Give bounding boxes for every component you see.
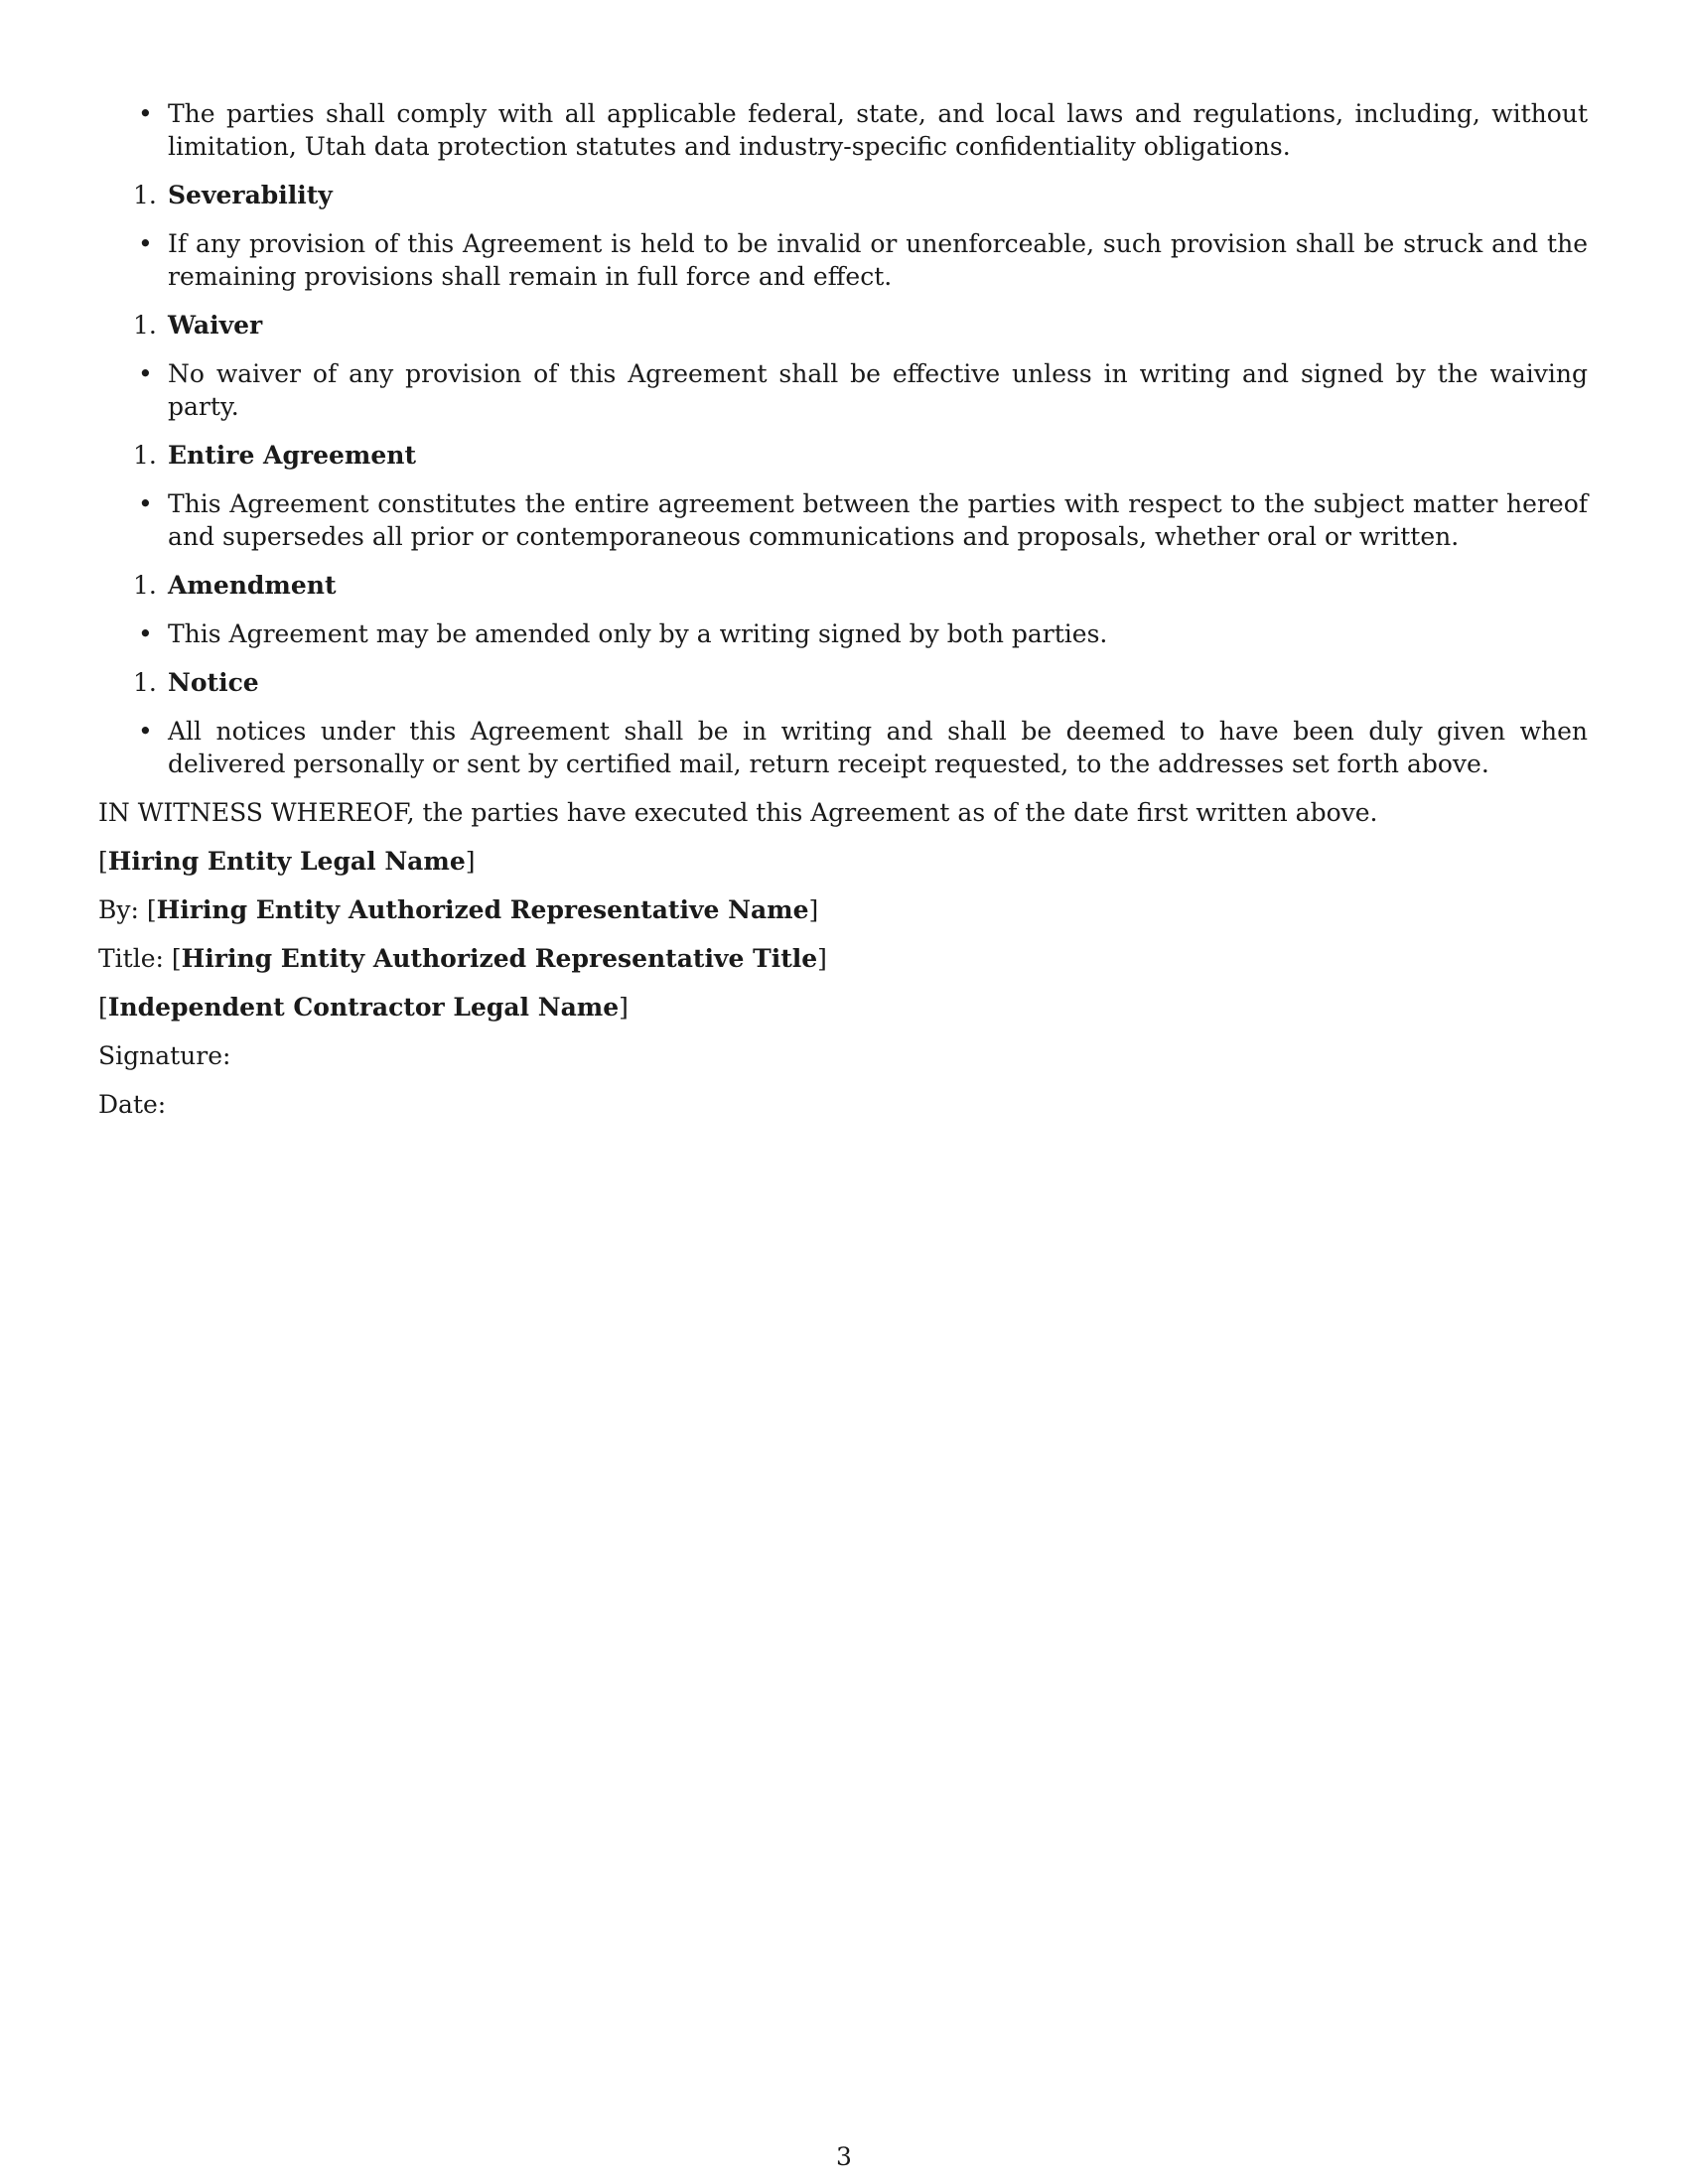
rep-title-placeholder: Hiring Entity Authorized Representative Title: [181, 944, 818, 973]
contractor-name: [98, 991, 1588, 1024]
title-line: [98, 942, 1588, 975]
list-item: [98, 487, 1588, 553]
bracket-close: ]: [619, 993, 629, 1022]
bullet-marker: •: [138, 229, 153, 258]
bullet-text: If any provision of this Agreement is held to be invalid or unenforceable, such provision shall be struck and the remaining provisions shall remain in full force and effect.: [168, 229, 1588, 291]
bullet-text: The parties shall comply with all applicable federal, state, and local laws and regulations, including, without limitation, Utah data protection statutes and industry-specific confidentiality obligations.: [168, 99, 1588, 161]
section-title: Waiver: [168, 311, 263, 340]
bullet-marker: •: [138, 359, 153, 388]
bullet-marker: •: [138, 717, 153, 746]
bracket-close: ]: [817, 944, 827, 973]
section-number: 1.: [133, 181, 157, 209]
bracket-open: [: [98, 993, 108, 1022]
bracket-close: ]: [808, 895, 819, 924]
section-title: Severability: [168, 181, 333, 209]
title-label: Title:: [98, 944, 164, 973]
section-heading: [98, 179, 1588, 211]
hiring-entity-name-placeholder: Hiring Entity Legal Name: [107, 847, 466, 876]
section-number: 1.: [133, 311, 157, 340]
bullet-text: This Agreement constitutes the entire agreement between the parties with respect to the subject matter hereof and supersedes all prior or contemporaneous communications and proposals, whether oral or written.: [168, 489, 1588, 551]
list-item: [98, 715, 1588, 780]
section-heading: [98, 439, 1588, 472]
section-number: 1.: [133, 668, 157, 697]
list-item: [98, 227, 1588, 293]
list-item: [98, 97, 1588, 163]
bullet-marker: •: [138, 99, 153, 128]
list-item: [98, 617, 1588, 650]
date-line: Date:: [98, 1090, 167, 1119]
bullet-marker: •: [138, 489, 153, 518]
document-page: [98, 97, 1588, 1137]
section-title: Amendment: [168, 571, 337, 600]
section-heading: [98, 569, 1588, 602]
witness-clause: IN WITNESS WHEREOF, the parties have executed this Agreement as of the date first written above.: [98, 798, 1378, 827]
signature-line: Signature:: [98, 1041, 231, 1070]
bracket-open: [: [98, 847, 108, 876]
by-label: By:: [98, 895, 139, 924]
section-heading: [98, 309, 1588, 341]
bullet-text: All notices under this Agreement shall be in writing and shall be deemed to have been duly given when delivered personally or sent by certified mail, return receipt requested, to the addresses set forth above.: [168, 717, 1588, 778]
rep-name-placeholder: Hiring Entity Authorized Representative Name: [156, 895, 809, 924]
contractor-name-placeholder: Independent Contractor Legal Name: [107, 993, 620, 1022]
page-number: 3: [836, 2142, 852, 2171]
section-heading: [98, 666, 1588, 699]
section-number: 1.: [133, 571, 157, 600]
bullet-marker: •: [138, 619, 153, 648]
bracket-open: [: [171, 944, 182, 973]
hiring-entity-name: [98, 845, 1588, 878]
bracket-open: [: [146, 895, 157, 924]
section-number: 1.: [133, 441, 157, 470]
bullet-text: No waiver of any provision of this Agreement shall be effective unless in writing and signed by the waiving party.: [168, 359, 1588, 421]
section-title: Entire Agreement: [168, 441, 416, 470]
bracket-close: ]: [465, 847, 476, 876]
section-title: Notice: [168, 668, 259, 697]
bullet-text: This Agreement may be amended only by a writing signed by both parties.: [168, 619, 1108, 648]
by-line: [98, 893, 1588, 926]
list-item: [98, 357, 1588, 423]
